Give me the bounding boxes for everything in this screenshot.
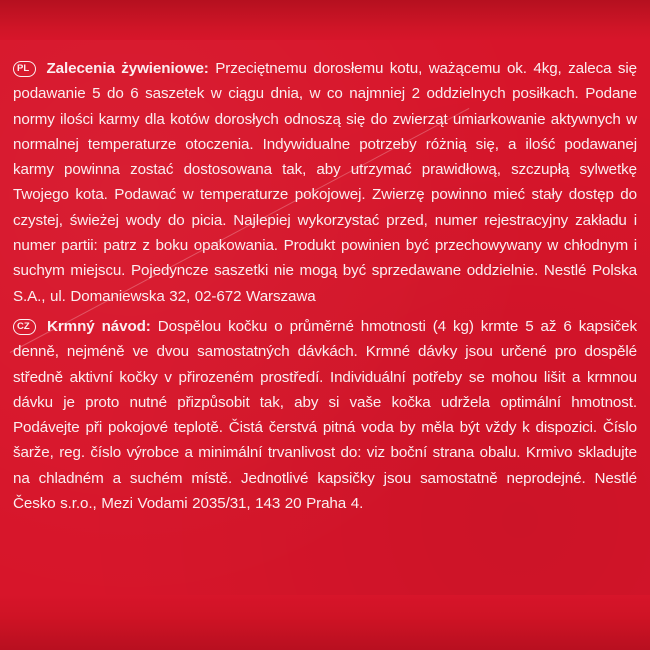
lang-badge-cz: CZ xyxy=(13,319,36,335)
package-bottom-shadow xyxy=(0,595,650,650)
feeding-instructions-panel xyxy=(13,56,637,516)
section-body-pl: Przeciętnemu dorosłemu kotu, ważącemu ok. 4kg, zaleca się podawanie 5 do 6 saszetek w ciągu dnia, w co najmniej 2 oddzielnych posiłkach. Podane normy ilości karmy dla kotów dorosłych odnoszą się do zwierząt umiarkowanie aktywnych w normalnej temperaturze otoczenia. Indywidualne potrzeby różnią się, a ilość podawanej karmy powinna zostać dostosowana tak, aby utrzymać prawidłową, szczupłą sylwetkę Twojego kota. Podawać w temperaturze pokojowej. Zwierzę powinno mieć stały dostęp do czystej, świeżej wody do picia. Najlepiej wykorzystać przed, numer rejestracyjny zakładu i numer partii: patrz z boku opakowania. Produkt powinien być przechowywany w chłodnym i suchym miejscu. Pojedyncze saszetki nie mogą być sprzedawane oddzielnie. Nestlé Polska S.A., ul. Domaniewska 32, 02-672 Warszawa xyxy=(13,60,637,305)
section-cz xyxy=(13,314,637,516)
section-pl xyxy=(13,56,637,309)
section-heading-pl: Zalecenia żywieniowe: xyxy=(46,60,209,77)
section-body-cz: Dospělou kočku o průměrné hmotnosti (4 kg) krmte 5 až 6 kapsiček denně, nejméně ve dvou samostatných dávkách. Krmné dávky jsou určené pro dospělé středně aktivní kočky v přirozeném prostředí. Individuální potřeby se mohou lišit a krmnou dávku je proto nutné přizpůsobit tak, aby si vaše kočka udržela optimální hmotnost. Podávejte při pokojové teplotě. Čistá čerstvá pitná voda by měla být vždy k dispozici. Číslo šarže, reg. číslo výrobce a minimální trvanlivost do: viz boční strana obalu. Krmivo skladujte na chladném a suchém místě. Jednotlivé kapsičky jsou samostatně neprodejné. Nestlé Česko s.r.o., Mezi Vodami 2035/31, 143 20 Praha 4. xyxy=(13,317,637,513)
package-top-shadow xyxy=(0,0,650,40)
lang-badge-pl: PL xyxy=(13,61,36,77)
section-heading-cz: Krmný návod: xyxy=(46,317,151,335)
